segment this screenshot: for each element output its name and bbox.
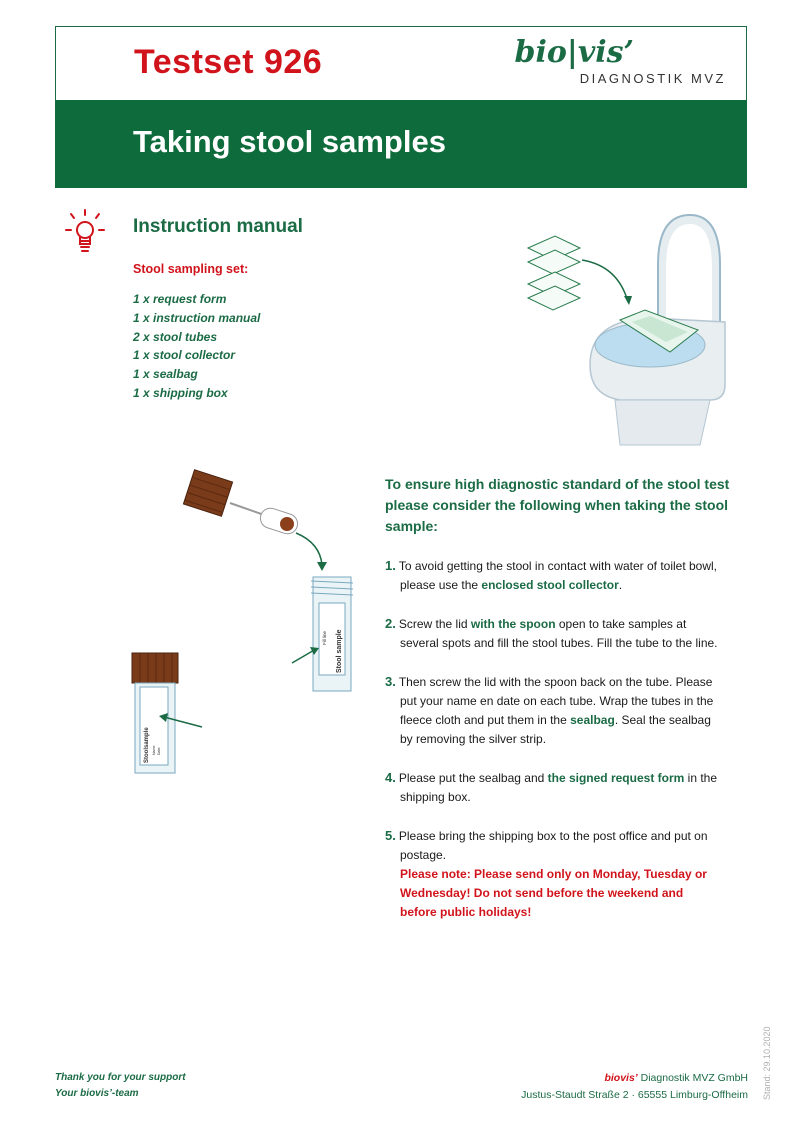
revision-date: Stand: 29.10.2020 bbox=[762, 1026, 772, 1100]
tube-label: Stool sample bbox=[336, 629, 343, 673]
step-item: 1. To avoid getting the stool in contact with water of toilet bowl, please use the enclosed stool collector. bbox=[385, 558, 718, 592]
lightbulb-icon bbox=[62, 208, 108, 260]
shipping-note: Please note: Please send only on Monday, Tuesday or Wednesday! Do not send before the weekend and before public holidays! bbox=[400, 867, 707, 919]
testset-title: Testset 926 bbox=[134, 43, 323, 81]
manual-title: Instruction manual bbox=[133, 216, 303, 237]
kit-title: Stool sampling set: bbox=[133, 262, 249, 276]
kit-list bbox=[133, 290, 260, 403]
tube-date-field: Date: bbox=[157, 746, 161, 755]
header-top bbox=[55, 26, 747, 100]
kit-item: 1 x instruction manual bbox=[133, 310, 261, 325]
page-title: Taking stool samples bbox=[133, 124, 446, 159]
instructions-intro: To ensure high diagnostic standard of the stool test please consider the following when taking the stool sample: bbox=[385, 476, 730, 534]
title-band bbox=[55, 100, 747, 188]
kit-item: 1 x stool collector bbox=[133, 348, 236, 363]
step-item: 4. Please put the sealbag and the signed request form in the shipping box. bbox=[385, 770, 718, 804]
footer-thanks: Thank you for your support Your biovis’-team bbox=[55, 1072, 186, 1099]
kit-item: 1 x request form bbox=[133, 292, 227, 306]
logo-word: bio|vis’ bbox=[514, 35, 634, 70]
kit-item: 1 x sealbag bbox=[133, 367, 198, 382]
stool-tube-illustration bbox=[130, 465, 370, 785]
step-item: 5. Please bring the shipping box to the post office and put on postage. Please note: Please send only on Monday, Tuesday or Wednesday! Do not send before the weekend and before public holidays! bbox=[385, 826, 723, 922]
tube-label-small: Stoolsample bbox=[144, 727, 150, 763]
footer-address: biovis’ Diagnostik MVZ GmbH Justus-Staudt Straße 2 · 65555 Limburg-Offheim bbox=[521, 1072, 748, 1101]
logo-subtitle: DIAGNOSTIK MVZ bbox=[579, 71, 726, 86]
kit-item: 1 x shipping box bbox=[133, 385, 228, 400]
step-item: 2. Screw the lid with the spoon open to take samples at several spots and fill the stool tubes. Fill the tube to the line. bbox=[385, 616, 718, 650]
tube-name-field: Name: bbox=[152, 744, 156, 755]
step-item: 3. Then screw the lid with the spoon back on the tube. Please put your name en date on each tube. Wrap the tubes in the fleece cloth and put them in the sealbag. Seal the sealbag by removing the silver strip. bbox=[385, 674, 714, 746]
kit-item: 2 x stool tubes bbox=[133, 329, 218, 344]
steps-list bbox=[385, 556, 723, 941]
fill-line-label: Fill line bbox=[322, 630, 327, 645]
toilet-illustration bbox=[520, 210, 730, 455]
biovis-logo bbox=[506, 35, 726, 91]
